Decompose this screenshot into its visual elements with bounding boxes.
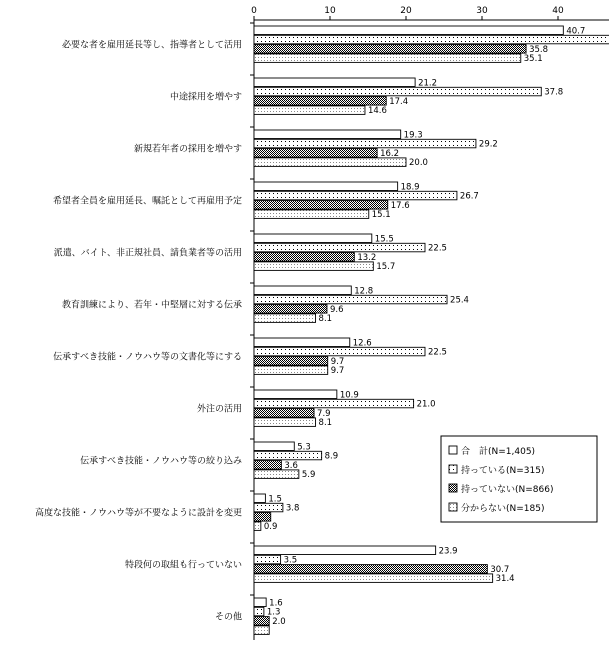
bar	[254, 45, 526, 54]
legend-entry: 分からない(N=185)	[461, 504, 545, 514]
bar	[254, 617, 269, 626]
data-label: 0.9	[263, 522, 278, 533]
legend-entry: 合 計(N=1,405)	[461, 447, 536, 457]
data-label: 2.0	[272, 616, 286, 627]
data-label: 14.6	[367, 106, 387, 117]
data-label: 17.4	[389, 96, 409, 107]
data-label: 20.0	[409, 158, 428, 169]
x-tick-label: 10	[324, 6, 336, 16]
legend-entry: 持っている(N=315)	[461, 466, 545, 476]
bar	[254, 253, 354, 262]
category-label: 新規若年者の採用を増やす	[133, 144, 242, 155]
legend-entry: 持っていない(N=866)	[461, 485, 554, 495]
data-label: 35.1	[523, 54, 543, 65]
data-label: 35.8	[529, 44, 549, 55]
data-label: 25.4	[450, 295, 469, 306]
data-label: 8.9	[324, 451, 339, 462]
bar	[254, 182, 398, 191]
data-label: 21.2	[418, 78, 438, 89]
bar	[254, 106, 365, 115]
data-label: 9.6	[329, 304, 344, 315]
bar	[254, 626, 269, 635]
data-label: 3.5	[283, 555, 298, 566]
legend-swatch	[449, 484, 457, 492]
x-tick-label: 20	[400, 6, 412, 16]
data-label: 12.6	[352, 338, 372, 349]
data-label: 15.5	[374, 234, 394, 245]
bar	[254, 442, 294, 451]
category-label: 外注の活用	[196, 404, 242, 415]
bar	[254, 158, 406, 167]
bar	[254, 522, 261, 531]
bar	[254, 399, 414, 408]
data-label: 10.9	[339, 390, 359, 401]
bar	[254, 409, 314, 418]
data-label: 30.7	[490, 564, 510, 575]
category-label: 伝承すべき技能・ノウハウ等の絞り込み	[80, 456, 242, 467]
data-label: 31.4	[495, 574, 515, 585]
data-label: 8.1	[318, 314, 333, 325]
data-label: 21.0	[416, 399, 436, 410]
category-label: 希望者全員を雇用延長、嘱託として再雇用予定	[52, 196, 242, 207]
data-label: 17.6	[390, 200, 410, 211]
data-label: 9.7	[330, 356, 345, 367]
bar	[254, 243, 425, 252]
category-label: 伝承すべき技能・ノウハウ等の文書化等にする	[53, 352, 242, 363]
data-label: 22.5	[428, 243, 447, 254]
bar	[254, 461, 281, 470]
category-label: 特段何の取組も行っていない	[124, 560, 242, 571]
bar	[254, 451, 322, 460]
bar	[254, 607, 264, 616]
bar	[254, 191, 457, 200]
data-label: 15.7	[376, 262, 396, 273]
data-label: 8.1	[318, 418, 333, 429]
bar	[254, 78, 415, 87]
x-tick-label: 30	[476, 6, 488, 16]
data-label: 3.6	[284, 460, 298, 471]
data-label: 5.9	[301, 470, 316, 481]
data-label: 18.9	[400, 182, 420, 193]
bar	[254, 201, 388, 210]
bar	[254, 54, 521, 63]
data-label: 9.7	[330, 366, 345, 377]
data-label: 1.3	[266, 607, 281, 618]
x-tick-label: 0	[251, 6, 257, 16]
bar	[254, 357, 328, 366]
data-label: 12.8	[354, 286, 374, 297]
legend-swatch	[449, 503, 457, 511]
category-label: 派遣、バイト、非正規社員、請負業者等の活用	[53, 248, 242, 259]
bar	[254, 26, 563, 35]
bar	[254, 210, 369, 219]
bar	[254, 149, 377, 158]
category-label: 中途採用を増やす	[169, 92, 242, 103]
bar	[254, 295, 447, 304]
data-label: 1.5	[268, 494, 282, 505]
bar	[254, 574, 493, 583]
bar	[254, 35, 609, 44]
bar	[254, 494, 265, 503]
data-label: 7.9	[317, 408, 331, 419]
bar	[254, 130, 401, 139]
bar	[254, 513, 271, 522]
bar	[254, 87, 541, 96]
bar	[254, 418, 316, 427]
data-label: 16.2	[380, 148, 400, 159]
x-tick-label: 40	[552, 6, 564, 16]
category-label: 教育訓練により、若年・中堅層に対する伝承	[61, 300, 242, 311]
bar	[254, 338, 350, 347]
bar	[254, 305, 327, 314]
bar	[254, 503, 283, 512]
data-label: 40.7	[566, 26, 586, 37]
data-label: 1.6	[269, 598, 283, 609]
category-label: その他	[214, 612, 242, 623]
bar	[254, 546, 436, 555]
data-label: 26.7	[459, 191, 479, 202]
data-label: 29.2	[478, 139, 498, 150]
data-label: 15.1	[371, 210, 391, 221]
category-label: 必要な者を雇用延長等し、指導者として活用	[61, 40, 242, 51]
bar	[254, 314, 316, 323]
data-label: 13.2	[357, 252, 377, 263]
data-label: 23.9	[438, 546, 458, 557]
category-label: 高度な技能・ノウハウ等が不要なように設計を変更	[34, 508, 242, 519]
legend-swatch	[449, 446, 457, 454]
data-label: 22.5	[428, 347, 447, 358]
bar	[254, 234, 372, 243]
bar	[254, 97, 386, 106]
data-label: 3.8	[285, 503, 300, 514]
bar	[254, 262, 373, 271]
data-label: 37.8	[544, 87, 564, 98]
bar	[254, 470, 299, 479]
bar	[254, 286, 351, 295]
bar	[254, 598, 266, 607]
bar	[254, 366, 328, 375]
bar	[254, 347, 425, 356]
data-label: 19.3	[403, 130, 423, 141]
legend-swatch	[449, 465, 457, 473]
bar	[254, 139, 476, 148]
bar	[254, 555, 281, 564]
bar	[254, 565, 487, 574]
bar	[254, 390, 337, 399]
data-label: 5.3	[297, 442, 311, 453]
